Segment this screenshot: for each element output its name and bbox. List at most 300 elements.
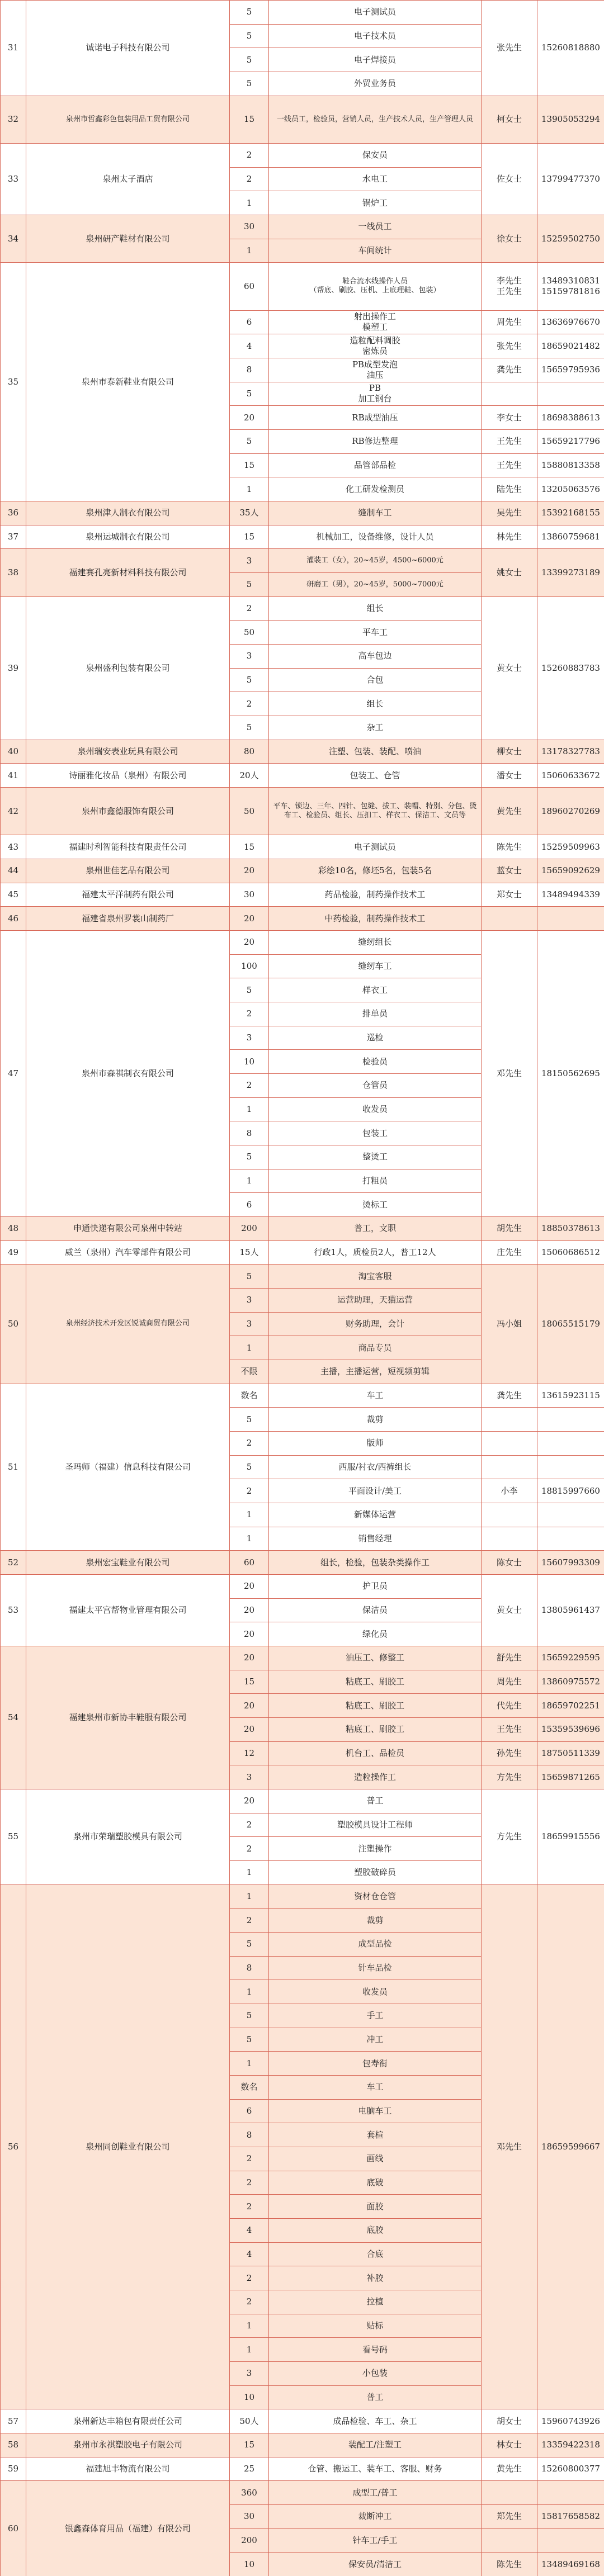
company-name: 威兰（泉州）汽车零部件有限公司 (26, 1240, 230, 1265)
job-title: 射出操作工 模塑工 (268, 310, 482, 335)
row-number: 48 (0, 1216, 26, 1241)
job-title: 检验员 (268, 1049, 482, 1074)
headcount: 2 (229, 1908, 269, 1933)
headcount: 60 (229, 1550, 269, 1575)
job-title: 仓管员 (268, 1073, 482, 1098)
phone-number: 13860975572 (537, 1670, 604, 1694)
job-title: 贴标 (268, 2314, 482, 2338)
contact-person: 陈先生 (481, 835, 537, 859)
job-title: 套楦 (268, 2123, 482, 2147)
company-name: 福建赛孔亮新材料科技有限公司 (26, 548, 230, 596)
job-title: 版师 (268, 1431, 482, 1456)
job-title: 手工 (268, 2004, 482, 2028)
job-title: 烫标工 (268, 1192, 482, 1217)
job-title: 车工 (268, 2075, 482, 2100)
company-name: 泉州盛利包装有限公司 (26, 596, 230, 740)
row-number: 41 (0, 763, 26, 788)
headcount: 1 (229, 239, 269, 263)
job-title: 平车、锁边、三年、四针、包缝、拔工、装帽、特别、分包、烫布工、检验员、组长、压扣工、样衣工、保洁工、文员等 (268, 787, 482, 835)
headcount: 20 (229, 1574, 269, 1599)
contact-person (481, 906, 537, 931)
job-title: 护卫员 (268, 1574, 482, 1599)
row-number: 49 (0, 1240, 26, 1265)
headcount: 2 (229, 2171, 269, 2195)
job-title: PB成型发泡 油压 (268, 358, 482, 382)
headcount: 6 (229, 310, 269, 335)
phone-number: 18960270269 (537, 787, 604, 835)
headcount: 5 (229, 572, 269, 597)
job-title: 注塑、包装、装配、喷油 (268, 740, 482, 764)
job-title: 缝制车工 (268, 501, 482, 525)
job-title: 收发员 (268, 1097, 482, 1122)
job-title: 针车工/手工 (268, 2528, 482, 2553)
job-title: 冲工 (268, 2028, 482, 2052)
headcount: 5 (229, 1264, 269, 1289)
job-title: 塑胶模具设计工程师 (268, 1813, 482, 1838)
contact-person: 陈女士 (481, 1550, 537, 1575)
headcount: 5 (229, 1455, 269, 1480)
headcount: 15人 (229, 1240, 269, 1265)
headcount: 3 (229, 1312, 269, 1337)
job-title: 淘宝客服 (268, 1264, 482, 1289)
headcount: 5 (229, 716, 269, 740)
job-title: 装配工/注塑工 (268, 2433, 482, 2457)
contact-person: 胡先生 (481, 1216, 537, 1241)
job-title: 粘底工、刷胶工 (268, 1717, 482, 1742)
row-number: 43 (0, 835, 26, 859)
headcount: 1 (229, 1503, 269, 1527)
company-name: 泉州市泰新鞋业有限公司 (26, 262, 230, 501)
job-title: 普工，文职 (268, 1216, 482, 1241)
contact-person: 佐女士 (481, 143, 537, 215)
job-title: 销售经理 (268, 1527, 482, 1551)
headcount: 不限 (229, 1360, 269, 1384)
company-name: 福建太平宫帮物业管理有限公司 (26, 1574, 230, 1646)
row-number: 42 (0, 787, 26, 835)
job-title: 打粗员 (268, 1169, 482, 1194)
contact-person: 周先生 (481, 1670, 537, 1694)
headcount: 12 (229, 1741, 269, 1766)
job-title: 机台工、品检员 (268, 1741, 482, 1766)
headcount: 2 (229, 2147, 269, 2171)
row-number: 52 (0, 1550, 26, 1575)
job-title: 普工 (268, 1789, 482, 1813)
headcount: 15 (229, 453, 269, 478)
job-title: 组长 (268, 692, 482, 716)
headcount: 20 (229, 1693, 269, 1718)
row-number: 44 (0, 859, 26, 883)
headcount: 15 (229, 96, 269, 144)
phone-number: 13636976670 (537, 310, 604, 335)
phone-number: 15880813358 (537, 453, 604, 478)
row-number: 31 (0, 0, 26, 96)
contact-person: 邓先生 (481, 930, 537, 1217)
contact-person: 龚先生 (481, 1384, 537, 1408)
phone-number: 18659915556 (537, 1789, 604, 1885)
row-number: 53 (0, 1574, 26, 1646)
headcount: 6 (229, 1192, 269, 1217)
job-title: 平车工 (268, 620, 482, 645)
phone-number: 18850378613 (537, 1216, 604, 1241)
headcount: 2 (229, 2194, 269, 2219)
company-name: 泉州经济技术开发区锐诚商贸有限公司 (26, 1264, 230, 1384)
job-title: 裁剪 (268, 1407, 482, 1432)
phone-number: 18150562695 (537, 930, 604, 1217)
headcount: 3 (229, 1765, 269, 1789)
phone-number: 15659795936 (537, 358, 604, 382)
headcount: 4 (229, 2242, 269, 2267)
company-name: 泉州宏宝鞋业有限公司 (26, 1550, 230, 1575)
contact-person (481, 1455, 537, 1480)
job-title: 车工 (268, 1384, 482, 1408)
job-title: 电脑车工 (268, 2099, 482, 2124)
headcount: 1 (229, 1980, 269, 2004)
headcount: 5 (229, 978, 269, 1002)
contact-person: 冯小姐 (481, 1264, 537, 1384)
headcount: 2 (229, 1002, 269, 1026)
phone-number: 13489469168 (537, 2552, 604, 2576)
phone-number: 15260800377 (537, 2457, 604, 2482)
phone-number (537, 2480, 604, 2505)
phone-number (537, 1455, 604, 1480)
job-title: 药品检验，制药操作技术工 (268, 883, 482, 907)
row-number: 34 (0, 215, 26, 263)
phone-number: 13489494339 (537, 883, 604, 907)
headcount: 10 (229, 1049, 269, 1074)
phone-number (537, 1503, 604, 1527)
headcount: 3 (229, 2361, 269, 2386)
contact-person: 龚先生 (481, 358, 537, 382)
job-title: 仓管、搬运工、装车工、客服、财务 (268, 2457, 482, 2482)
row-number: 57 (0, 2409, 26, 2433)
headcount: 3 (229, 644, 269, 669)
job-title: 电子测试员 (268, 0, 482, 25)
job-title: 中药检验，制药操作技术工 (268, 906, 482, 931)
contact-person: 王先生 (481, 453, 537, 478)
contact-person (481, 1503, 537, 1527)
headcount: 1 (229, 191, 269, 215)
phone-number (537, 1527, 604, 1551)
contact-person (481, 382, 537, 406)
headcount: 1 (229, 2051, 269, 2076)
job-title: 排单员 (268, 1002, 482, 1026)
job-title: 财务助理，会计 (268, 1312, 482, 1337)
contact-person: 徐女士 (481, 215, 537, 263)
phone-number: 15607993309 (537, 1550, 604, 1575)
job-title: 运营助理，天猫运营 (268, 1288, 482, 1313)
headcount: 30 (229, 2504, 269, 2529)
phone-number: 13805961437 (537, 1574, 604, 1646)
job-title: 组长 (268, 596, 482, 621)
headcount: 30 (229, 883, 269, 907)
contact-person: 张先生 (481, 0, 537, 96)
row-number: 45 (0, 883, 26, 907)
headcount: 2 (229, 1073, 269, 1098)
job-title: 成型品检 (268, 1932, 482, 1957)
headcount: 2 (229, 2266, 269, 2290)
job-title: 面胶 (268, 2194, 482, 2219)
phone-number: 15260883783 (537, 596, 604, 740)
company-name: 泉州市哲鑫彩色包装用品工贸有限公司 (26, 96, 230, 144)
company-name: 泉州市鑫德服饰有限公司 (26, 787, 230, 835)
contact-person: 吴先生 (481, 501, 537, 525)
phone-number: 15259502750 (537, 215, 604, 263)
headcount: 1 (229, 2337, 269, 2362)
headcount: 3 (229, 548, 269, 573)
company-name: 泉州世佳艺品有限公司 (26, 859, 230, 883)
contact-person: 小李 (481, 1479, 537, 1503)
row-number: 37 (0, 525, 26, 550)
headcount: 30 (229, 215, 269, 239)
headcount: 数名 (229, 1384, 269, 1408)
phone-number: 15659871265 (537, 1765, 604, 1789)
headcount: 100 (229, 954, 269, 979)
headcount: 20 (229, 1789, 269, 1813)
row-number: 46 (0, 906, 26, 931)
headcount: 5 (229, 1145, 269, 1169)
headcount: 20 (229, 1646, 269, 1670)
company-name: 泉州津人制衣有限公司 (26, 501, 230, 525)
headcount: 20人 (229, 763, 269, 788)
company-name: 泉州同创鞋业有限公司 (26, 1884, 230, 2410)
company-name: 泉州市森祺制衣有限公司 (26, 930, 230, 1217)
row-number: 51 (0, 1384, 26, 1551)
headcount: 20 (229, 906, 269, 931)
job-title: 化工研发检测员 (268, 477, 482, 501)
headcount: 3 (229, 1026, 269, 1050)
job-title: 商品专员 (268, 1336, 482, 1360)
headcount: 5 (229, 72, 269, 96)
headcount: 5 (229, 668, 269, 693)
row-number: 40 (0, 740, 26, 764)
row-number: 59 (0, 2457, 26, 2482)
job-title: 机械加工，设备维修，设计人员 (268, 525, 482, 550)
job-title: 针车品检 (268, 1956, 482, 1981)
job-title: RB成型油压 (268, 405, 482, 430)
phone-number: 15260818880 (537, 0, 604, 96)
headcount: 1 (229, 2314, 269, 2338)
headcount: 50 (229, 787, 269, 835)
phone-number (537, 1431, 604, 1456)
job-title: 保洁员 (268, 1598, 482, 1623)
contact-person (481, 1431, 537, 1456)
headcount: 5 (229, 1407, 269, 1432)
headcount: 8 (229, 358, 269, 382)
job-title: 注塑操作 (268, 1836, 482, 1861)
phone-number: 13799477370 (537, 143, 604, 215)
job-title: 水电工 (268, 167, 482, 192)
job-title: 锅炉工 (268, 191, 482, 215)
headcount: 1 (229, 1884, 269, 1909)
job-title: 粘底工、刷胶工 (268, 1670, 482, 1694)
job-title: 合底 (268, 2242, 482, 2267)
phone-number (537, 382, 604, 406)
contact-person: 张先生 (481, 334, 537, 358)
headcount: 4 (229, 334, 269, 358)
headcount: 8 (229, 2123, 269, 2147)
row-number: 39 (0, 596, 26, 740)
job-title: 电子技术员 (268, 24, 482, 49)
contact-person: 柯女士 (481, 96, 537, 144)
headcount: 5 (229, 24, 269, 49)
contact-person: 潘女士 (481, 763, 537, 788)
job-title: 组长，检验，包装杂类操作工 (268, 1550, 482, 1575)
contact-person: 方先生 (481, 1765, 537, 1789)
headcount: 5 (229, 48, 269, 72)
job-title: 鞋合流水线操作人员 （帮底、刷胶、压机、上底理鞋、包装） (268, 262, 482, 310)
row-number: 55 (0, 1789, 26, 1885)
phone-number: 18659021482 (537, 334, 604, 358)
headcount: 200 (229, 1216, 269, 1241)
job-title: 研磨工（男），20~45岁，5000~7000元 (268, 572, 482, 597)
job-title: 缝纫车工 (268, 954, 482, 979)
headcount: 20 (229, 1717, 269, 1742)
phone-number: 13399273189 (537, 548, 604, 596)
headcount: 8 (229, 1121, 269, 1145)
headcount: 60 (229, 262, 269, 310)
headcount: 200 (229, 2528, 269, 2553)
job-title: 缝纫组长 (268, 930, 482, 955)
phone-number: 13205063576 (537, 477, 604, 501)
company-name: 申通快递有限公司泉州中转站 (26, 1216, 230, 1241)
job-title: 造粒操作工 (268, 1765, 482, 1789)
headcount: 2 (229, 1431, 269, 1456)
job-title: 底胶 (268, 2218, 482, 2243)
phone-number: 13489310831 15159781816 (537, 262, 604, 310)
job-title: 品管部品检 (268, 453, 482, 478)
job-title: 成型工/普工 (268, 2480, 482, 2505)
contact-person: 蓝女士 (481, 859, 537, 883)
row-number: 56 (0, 1884, 26, 2410)
headcount: 5 (229, 0, 269, 25)
job-title: 资材仓仓管 (268, 1884, 482, 1909)
contact-person: 李女士 (481, 405, 537, 430)
job-title: 粘底工、刷胶工 (268, 1693, 482, 1718)
headcount: 2 (229, 2290, 269, 2314)
contact-person: 黄先生 (481, 787, 537, 835)
headcount: 1 (229, 1527, 269, 1551)
headcount: 10 (229, 2385, 269, 2410)
headcount: 4 (229, 2218, 269, 2243)
contact-person: 郑先生 (481, 2504, 537, 2529)
job-title: 平面设计/美工 (268, 1479, 482, 1503)
headcount: 3 (229, 1288, 269, 1313)
job-title: PB 加工钢台 (268, 382, 482, 406)
contact-person: 姚女士 (481, 548, 537, 596)
headcount: 35人 (229, 501, 269, 525)
job-title: 包装工、仓管 (268, 763, 482, 788)
row-number: 33 (0, 143, 26, 215)
job-title: 西服/衬衣/西裤组长 (268, 1455, 482, 1480)
job-title: 收发员 (268, 1980, 482, 2004)
headcount: 6 (229, 2099, 269, 2124)
job-title: 保安员/清洁工 (268, 2552, 482, 2576)
headcount: 360 (229, 2480, 269, 2505)
contact-person: 代先生 (481, 1693, 537, 1718)
row-number: 58 (0, 2433, 26, 2457)
company-name: 福建太平洋制药有限公司 (26, 883, 230, 907)
job-title: 新媒体运营 (268, 1503, 482, 1527)
job-title: 补胶 (268, 2266, 482, 2290)
phone-number: 15659217796 (537, 429, 604, 454)
contact-person: 孙先生 (481, 1741, 537, 1766)
job-title: 造粒配料调胶 密炼员 (268, 334, 482, 358)
contact-person: 邓先生 (481, 1884, 537, 2410)
company-name: 泉州运城制衣有限公司 (26, 525, 230, 550)
job-title: 包装工 (268, 1121, 482, 1145)
headcount: 15 (229, 1670, 269, 1694)
headcount: 10 (229, 2552, 269, 2576)
headcount: 20 (229, 930, 269, 955)
company-name: 泉州研产鞋材有限公司 (26, 215, 230, 263)
row-number: 38 (0, 548, 26, 596)
headcount: 1 (229, 1097, 269, 1122)
phone-number: 18659702251 (537, 1693, 604, 1718)
phone-number (537, 1407, 604, 1432)
contact-person: 林先生 (481, 525, 537, 550)
phone-number: 18750511339 (537, 1741, 604, 1766)
headcount: 5 (229, 382, 269, 406)
headcount: 5 (229, 429, 269, 454)
contact-person: 方先生 (481, 1789, 537, 1885)
contact-person: 王先生 (481, 1717, 537, 1742)
contact-person: 陆先生 (481, 477, 537, 501)
phone-number: 15359539696 (537, 1717, 604, 1742)
job-title: 普工 (268, 2385, 482, 2410)
job-title: 合包 (268, 668, 482, 693)
headcount: 数名 (229, 2075, 269, 2100)
company-name: 泉州市永祺塑胶电子有限公司 (26, 2433, 230, 2457)
job-title: 灌装工（女），20~45岁，4500~6000元 (268, 548, 482, 573)
headcount: 2 (229, 1479, 269, 1503)
phone-number (537, 906, 604, 931)
headcount: 80 (229, 740, 269, 764)
contact-person (481, 2480, 537, 2505)
company-name: 泉州太子酒店 (26, 143, 230, 215)
headcount: 20 (229, 859, 269, 883)
company-name: 银鑫森体育用品（福建）有限公司 (26, 2480, 230, 2576)
headcount: 2 (229, 143, 269, 168)
company-name: 福建泉州市新协丰鞋服有限公司 (26, 1646, 230, 1789)
job-title: 高车包边 (268, 644, 482, 669)
job-title: 包寿衔 (268, 2051, 482, 2076)
job-title: 保安员 (268, 143, 482, 168)
contact-person: 李先生 王先生 (481, 262, 537, 310)
job-title: 车间统计 (268, 239, 482, 263)
row-number: 54 (0, 1646, 26, 1789)
headcount: 2 (229, 692, 269, 716)
phone-number: 18698388613 (537, 405, 604, 430)
phone-number: 13359422318 (537, 2433, 604, 2457)
company-name: 圣玛师（福建）信息科技有限公司 (26, 1384, 230, 1551)
row-number: 50 (0, 1264, 26, 1384)
headcount: 2 (229, 596, 269, 621)
phone-number (537, 2528, 604, 2553)
company-name: 诚诺电子科技有限公司 (26, 0, 230, 96)
job-title: 一线员工 (268, 215, 482, 239)
phone-number: 15960743926 (537, 2409, 604, 2433)
company-name: 泉州瑞安表业玩具有限公司 (26, 740, 230, 764)
job-title: 电子测试员 (268, 835, 482, 859)
job-title: 样衣工 (268, 978, 482, 1002)
headcount: 25 (229, 2457, 269, 2482)
row-number: 60 (0, 2480, 26, 2576)
job-title: 看号码 (268, 2337, 482, 2362)
headcount: 1 (229, 477, 269, 501)
row-number: 35 (0, 262, 26, 501)
contact-person: 周先生 (481, 310, 537, 335)
headcount: 8 (229, 1956, 269, 1981)
